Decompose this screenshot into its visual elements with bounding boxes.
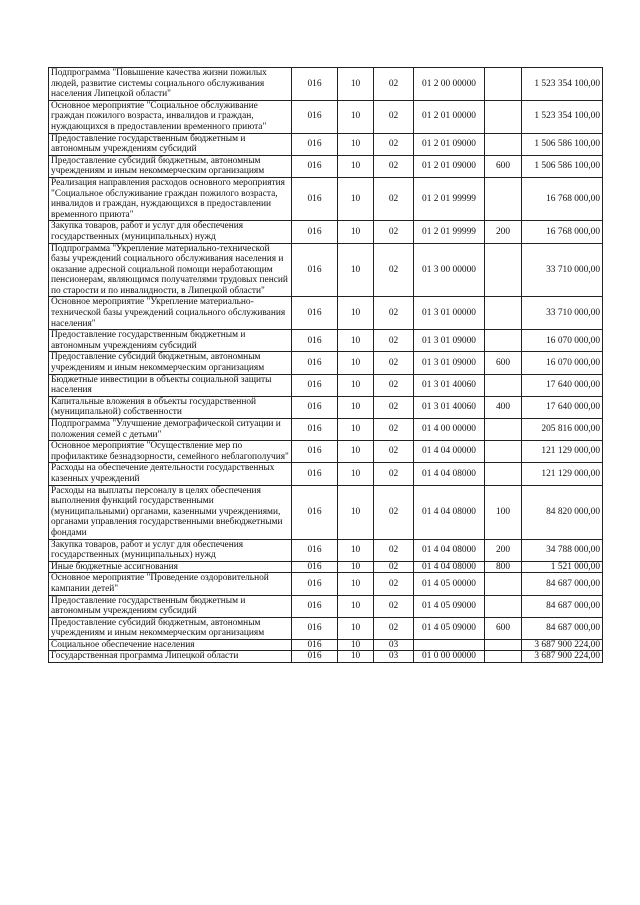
table-row — [49, 221, 603, 243]
row-subsection-cell: 02 — [374, 419, 414, 441]
table-row — [49, 374, 603, 396]
row-admin-code-cell: 016 — [292, 155, 338, 177]
table-row — [49, 485, 603, 539]
row-amount-cell: 84 687 000,00 — [522, 573, 603, 595]
row-expense-type-cell — [485, 639, 522, 651]
row-section-cell: 10 — [338, 463, 374, 485]
row-expense-type-cell — [485, 595, 522, 617]
table-row — [49, 419, 603, 441]
row-section-cell: 10 — [338, 133, 374, 155]
table-row — [49, 243, 603, 297]
row-admin-code-cell: 016 — [292, 561, 338, 573]
row-subsection-cell: 02 — [374, 573, 414, 595]
row-expense-type-cell — [485, 441, 522, 463]
row-admin-code-cell: 016 — [292, 297, 338, 330]
row-subsection-cell: 02 — [374, 463, 414, 485]
row-expense-type-cell — [485, 243, 522, 297]
row-subsection-cell: 02 — [374, 396, 414, 418]
table-row — [49, 352, 603, 374]
row-expense-type-cell: 100 — [485, 485, 522, 539]
row-section-cell: 10 — [338, 485, 374, 539]
row-section-cell: 10 — [338, 297, 374, 330]
row-target-article-cell: 01 4 05 09000 — [414, 595, 485, 617]
row-name-cell: Предоставление государственным бюджетным и автономным учреждениям субсидий — [49, 133, 292, 155]
row-target-article-cell: 01 2 01 99999 — [414, 221, 485, 243]
row-expense-type-cell — [485, 133, 522, 155]
row-section-cell: 10 — [338, 221, 374, 243]
row-subsection-cell: 02 — [374, 68, 414, 101]
row-section-cell: 10 — [338, 595, 374, 617]
row-target-article-cell: 01 2 01 09000 — [414, 155, 485, 177]
row-amount-cell: 1 521 000,00 — [522, 561, 603, 573]
row-section-cell: 10 — [338, 177, 374, 220]
row-admin-code-cell: 016 — [292, 595, 338, 617]
row-subsection-cell: 03 — [374, 651, 414, 663]
row-expense-type-cell: 400 — [485, 396, 522, 418]
row-section-cell: 10 — [338, 243, 374, 297]
row-amount-cell: 33 710 000,00 — [522, 243, 603, 297]
row-section-cell: 10 — [338, 330, 374, 352]
row-name-cell: Расходы на выплаты персоналу в целях обеспечения выполнения функций государственными (муниципальными) органами, казенными учреждениями, органами управления государственными внебюджетными фондами — [49, 485, 292, 539]
row-target-article-cell: 01 3 01 40060 — [414, 374, 485, 396]
row-admin-code-cell: 016 — [292, 100, 338, 133]
row-expense-type-cell: 600 — [485, 352, 522, 374]
row-amount-cell: 121 129 000,00 — [522, 463, 603, 485]
row-target-article-cell: 01 0 00 00000 — [414, 651, 485, 663]
row-expense-type-cell — [485, 297, 522, 330]
row-subsection-cell: 02 — [374, 297, 414, 330]
row-expense-type-cell: 200 — [485, 539, 522, 561]
row-amount-cell: 17 640 000,00 — [522, 374, 603, 396]
row-target-article-cell: 01 3 01 40060 — [414, 396, 485, 418]
row-target-article-cell: 01 4 00 00000 — [414, 419, 485, 441]
row-subsection-cell: 02 — [374, 177, 414, 220]
table-row — [49, 561, 603, 573]
row-amount-cell: 3 687 900 224,00 — [522, 651, 603, 663]
row-subsection-cell: 02 — [374, 330, 414, 352]
row-expense-type-cell: 200 — [485, 221, 522, 243]
row-admin-code-cell: 016 — [292, 133, 338, 155]
row-admin-code-cell: 016 — [292, 243, 338, 297]
row-admin-code-cell: 016 — [292, 419, 338, 441]
table-row — [49, 155, 603, 177]
row-amount-cell: 3 687 900 224,00 — [522, 639, 603, 651]
row-expense-type-cell: 800 — [485, 561, 522, 573]
row-subsection-cell: 02 — [374, 441, 414, 463]
row-subsection-cell: 02 — [374, 539, 414, 561]
row-amount-cell: 34 788 000,00 — [522, 539, 603, 561]
row-amount-cell: 33 710 000,00 — [522, 297, 603, 330]
row-target-article-cell: 01 3 01 00000 — [414, 297, 485, 330]
row-section-cell: 10 — [338, 419, 374, 441]
row-name-cell: Предоставление государственным бюджетным и автономным учреждениям субсидий — [49, 595, 292, 617]
row-name-cell: Предоставление субсидий бюджетным, автономным учреждениям и иным некоммерческим организациям — [49, 352, 292, 374]
row-amount-cell: 16 768 000,00 — [522, 177, 603, 220]
table-row — [49, 441, 603, 463]
row-expense-type-cell — [485, 374, 522, 396]
row-name-cell: Основное мероприятие "Осуществление мер по профилактике безнадзорности, семейного неблагополучия" — [49, 441, 292, 463]
row-expense-type-cell — [485, 573, 522, 595]
row-section-cell: 10 — [338, 639, 374, 651]
row-target-article-cell: 01 2 01 09000 — [414, 133, 485, 155]
table-row — [49, 100, 603, 133]
row-admin-code-cell: 016 — [292, 330, 338, 352]
row-name-cell: Подпрограмма "Улучшение демографической ситуации и положения семей с детьми" — [49, 419, 292, 441]
row-expense-type-cell: 600 — [485, 617, 522, 639]
row-admin-code-cell: 016 — [292, 639, 338, 651]
row-amount-cell: 17 640 000,00 — [522, 396, 603, 418]
row-target-article-cell: 01 3 01 09000 — [414, 352, 485, 374]
row-name-cell: Социальное обеспечение населения — [49, 639, 292, 651]
row-section-cell: 10 — [338, 617, 374, 639]
row-amount-cell: 121 129 000,00 — [522, 441, 603, 463]
row-expense-type-cell — [485, 419, 522, 441]
row-section-cell: 10 — [338, 374, 374, 396]
row-section-cell: 10 — [338, 100, 374, 133]
row-target-article-cell: 01 4 05 00000 — [414, 573, 485, 595]
row-name-cell: Капитальные вложения в объекты государственной (муниципальной) собственности — [49, 396, 292, 418]
row-amount-cell: 205 816 000,00 — [522, 419, 603, 441]
row-section-cell: 10 — [338, 68, 374, 101]
row-amount-cell: 1 506 586 100,00 — [522, 133, 603, 155]
table-row — [49, 639, 603, 651]
row-subsection-cell: 02 — [374, 100, 414, 133]
row-target-article-cell — [414, 639, 485, 651]
row-amount-cell: 16 070 000,00 — [522, 330, 603, 352]
row-name-cell: Бюджетные инвестиции в объекты социальной защиты населения — [49, 374, 292, 396]
row-amount-cell: 1 523 354 100,00 — [522, 100, 603, 133]
row-name-cell: Основное мероприятие "Проведение оздоровительной кампании детей" — [49, 573, 292, 595]
row-admin-code-cell: 016 — [292, 68, 338, 101]
table-row — [49, 463, 603, 485]
row-target-article-cell: 01 4 04 08000 — [414, 485, 485, 539]
row-admin-code-cell: 016 — [292, 177, 338, 220]
row-admin-code-cell: 016 — [292, 485, 338, 539]
row-expense-type-cell — [485, 100, 522, 133]
row-target-article-cell: 01 4 04 08000 — [414, 539, 485, 561]
table-row — [49, 133, 603, 155]
row-admin-code-cell: 016 — [292, 539, 338, 561]
table-row — [49, 396, 603, 418]
row-subsection-cell: 02 — [374, 374, 414, 396]
row-admin-code-cell: 016 — [292, 396, 338, 418]
table-row — [49, 617, 603, 639]
row-subsection-cell: 02 — [374, 155, 414, 177]
row-target-article-cell: 01 2 00 00000 — [414, 68, 485, 101]
row-name-cell: Расходы на обеспечение деятельности государственных казенных учреждений — [49, 463, 292, 485]
row-subsection-cell: 03 — [374, 639, 414, 651]
row-name-cell: Основное мероприятие "Укрепление материально-технической базы учреждений социального обслуживания населения" — [49, 297, 292, 330]
row-target-article-cell: 01 4 04 08000 — [414, 561, 485, 573]
table-row — [49, 651, 603, 663]
row-target-article-cell: 01 4 04 00000 — [414, 441, 485, 463]
row-name-cell: Основное мероприятие "Социальное обслуживание граждан пожилого возраста, инвалидов и граждан, нуждающихся в предоставлении временного приюта" — [49, 100, 292, 133]
row-subsection-cell: 02 — [374, 561, 414, 573]
row-amount-cell: 84 687 000,00 — [522, 617, 603, 639]
row-target-article-cell: 01 2 01 99999 — [414, 177, 485, 220]
row-target-article-cell: 01 3 01 09000 — [414, 330, 485, 352]
row-target-article-cell: 01 3 00 00000 — [414, 243, 485, 297]
budget-table — [48, 67, 603, 663]
row-name-cell: Подпрограмма "Укрепление материально-технической базы учреждений социального обслуживания населения и оказание адресной социальной помощи неработающим пенсионерам, являющимся получателями трудовых пенсий по старости и по инвалидности, в Липецкой области" — [49, 243, 292, 297]
row-target-article-cell: 01 4 04 08000 — [414, 463, 485, 485]
row-name-cell: Предоставление субсидий бюджетным, автономным учреждениям и иным некоммерческим организациям — [49, 155, 292, 177]
row-expense-type-cell — [485, 68, 522, 101]
row-subsection-cell: 02 — [374, 595, 414, 617]
row-section-cell: 10 — [338, 396, 374, 418]
row-section-cell: 10 — [338, 441, 374, 463]
row-expense-type-cell: 600 — [485, 155, 522, 177]
row-name-cell: Закупка товаров, работ и услуг для обеспечения государственных (муниципальных) нужд — [49, 539, 292, 561]
row-admin-code-cell: 016 — [292, 463, 338, 485]
table-row — [49, 177, 603, 220]
row-amount-cell: 84 687 000,00 — [522, 595, 603, 617]
row-target-article-cell: 01 4 05 09000 — [414, 617, 485, 639]
row-subsection-cell: 02 — [374, 617, 414, 639]
row-section-cell: 10 — [338, 539, 374, 561]
row-amount-cell: 16 070 000,00 — [522, 352, 603, 374]
row-expense-type-cell — [485, 463, 522, 485]
table-row — [49, 539, 603, 561]
row-subsection-cell: 02 — [374, 352, 414, 374]
document-page — [48, 67, 602, 663]
row-section-cell: 10 — [338, 352, 374, 374]
row-expense-type-cell — [485, 177, 522, 220]
row-name-cell: Предоставление государственным бюджетным и автономным учреждениям субсидий — [49, 330, 292, 352]
row-amount-cell: 1 523 354 100,00 — [522, 68, 603, 101]
row-admin-code-cell: 016 — [292, 352, 338, 374]
row-expense-type-cell — [485, 651, 522, 663]
row-name-cell: Предоставление субсидий бюджетным, автономным учреждениям и иным некоммерческим организациям — [49, 617, 292, 639]
row-admin-code-cell: 016 — [292, 651, 338, 663]
row-section-cell: 10 — [338, 573, 374, 595]
row-subsection-cell: 02 — [374, 485, 414, 539]
row-subsection-cell: 02 — [374, 133, 414, 155]
row-name-cell: Реализация направления расходов основного мероприятия "Социальное обслуживание граждан пожилого возраста, инвалидов и граждан, нуждающихся в предоставлении временного приюта" — [49, 177, 292, 220]
row-name-cell: Иные бюджетные ассигнования — [49, 561, 292, 573]
row-admin-code-cell: 016 — [292, 374, 338, 396]
row-name-cell: Закупка товаров, работ и услуг для обеспечения государственных (муниципальных) нужд — [49, 221, 292, 243]
table-row — [49, 330, 603, 352]
row-admin-code-cell: 016 — [292, 221, 338, 243]
table-row — [49, 68, 603, 101]
row-target-article-cell: 01 2 01 00000 — [414, 100, 485, 133]
row-name-cell: Подпрограмма "Повышение качества жизни пожилых людей, развитие системы социального обслуживания населения Липецкой области" — [49, 68, 292, 101]
row-amount-cell: 84 820 000,00 — [522, 485, 603, 539]
row-admin-code-cell: 016 — [292, 441, 338, 463]
row-section-cell: 10 — [338, 155, 374, 177]
row-admin-code-cell: 016 — [292, 573, 338, 595]
row-subsection-cell: 02 — [374, 221, 414, 243]
row-section-cell: 10 — [338, 651, 374, 663]
row-admin-code-cell: 016 — [292, 617, 338, 639]
row-subsection-cell: 02 — [374, 243, 414, 297]
row-expense-type-cell — [485, 330, 522, 352]
table-row — [49, 297, 603, 330]
row-amount-cell: 16 768 000,00 — [522, 221, 603, 243]
row-name-cell: Государственная программа Липецкой области — [49, 651, 292, 663]
table-row — [49, 573, 603, 595]
row-section-cell: 10 — [338, 561, 374, 573]
row-amount-cell: 1 506 586 100,00 — [522, 155, 603, 177]
budget-table-body — [49, 68, 603, 663]
table-row — [49, 595, 603, 617]
